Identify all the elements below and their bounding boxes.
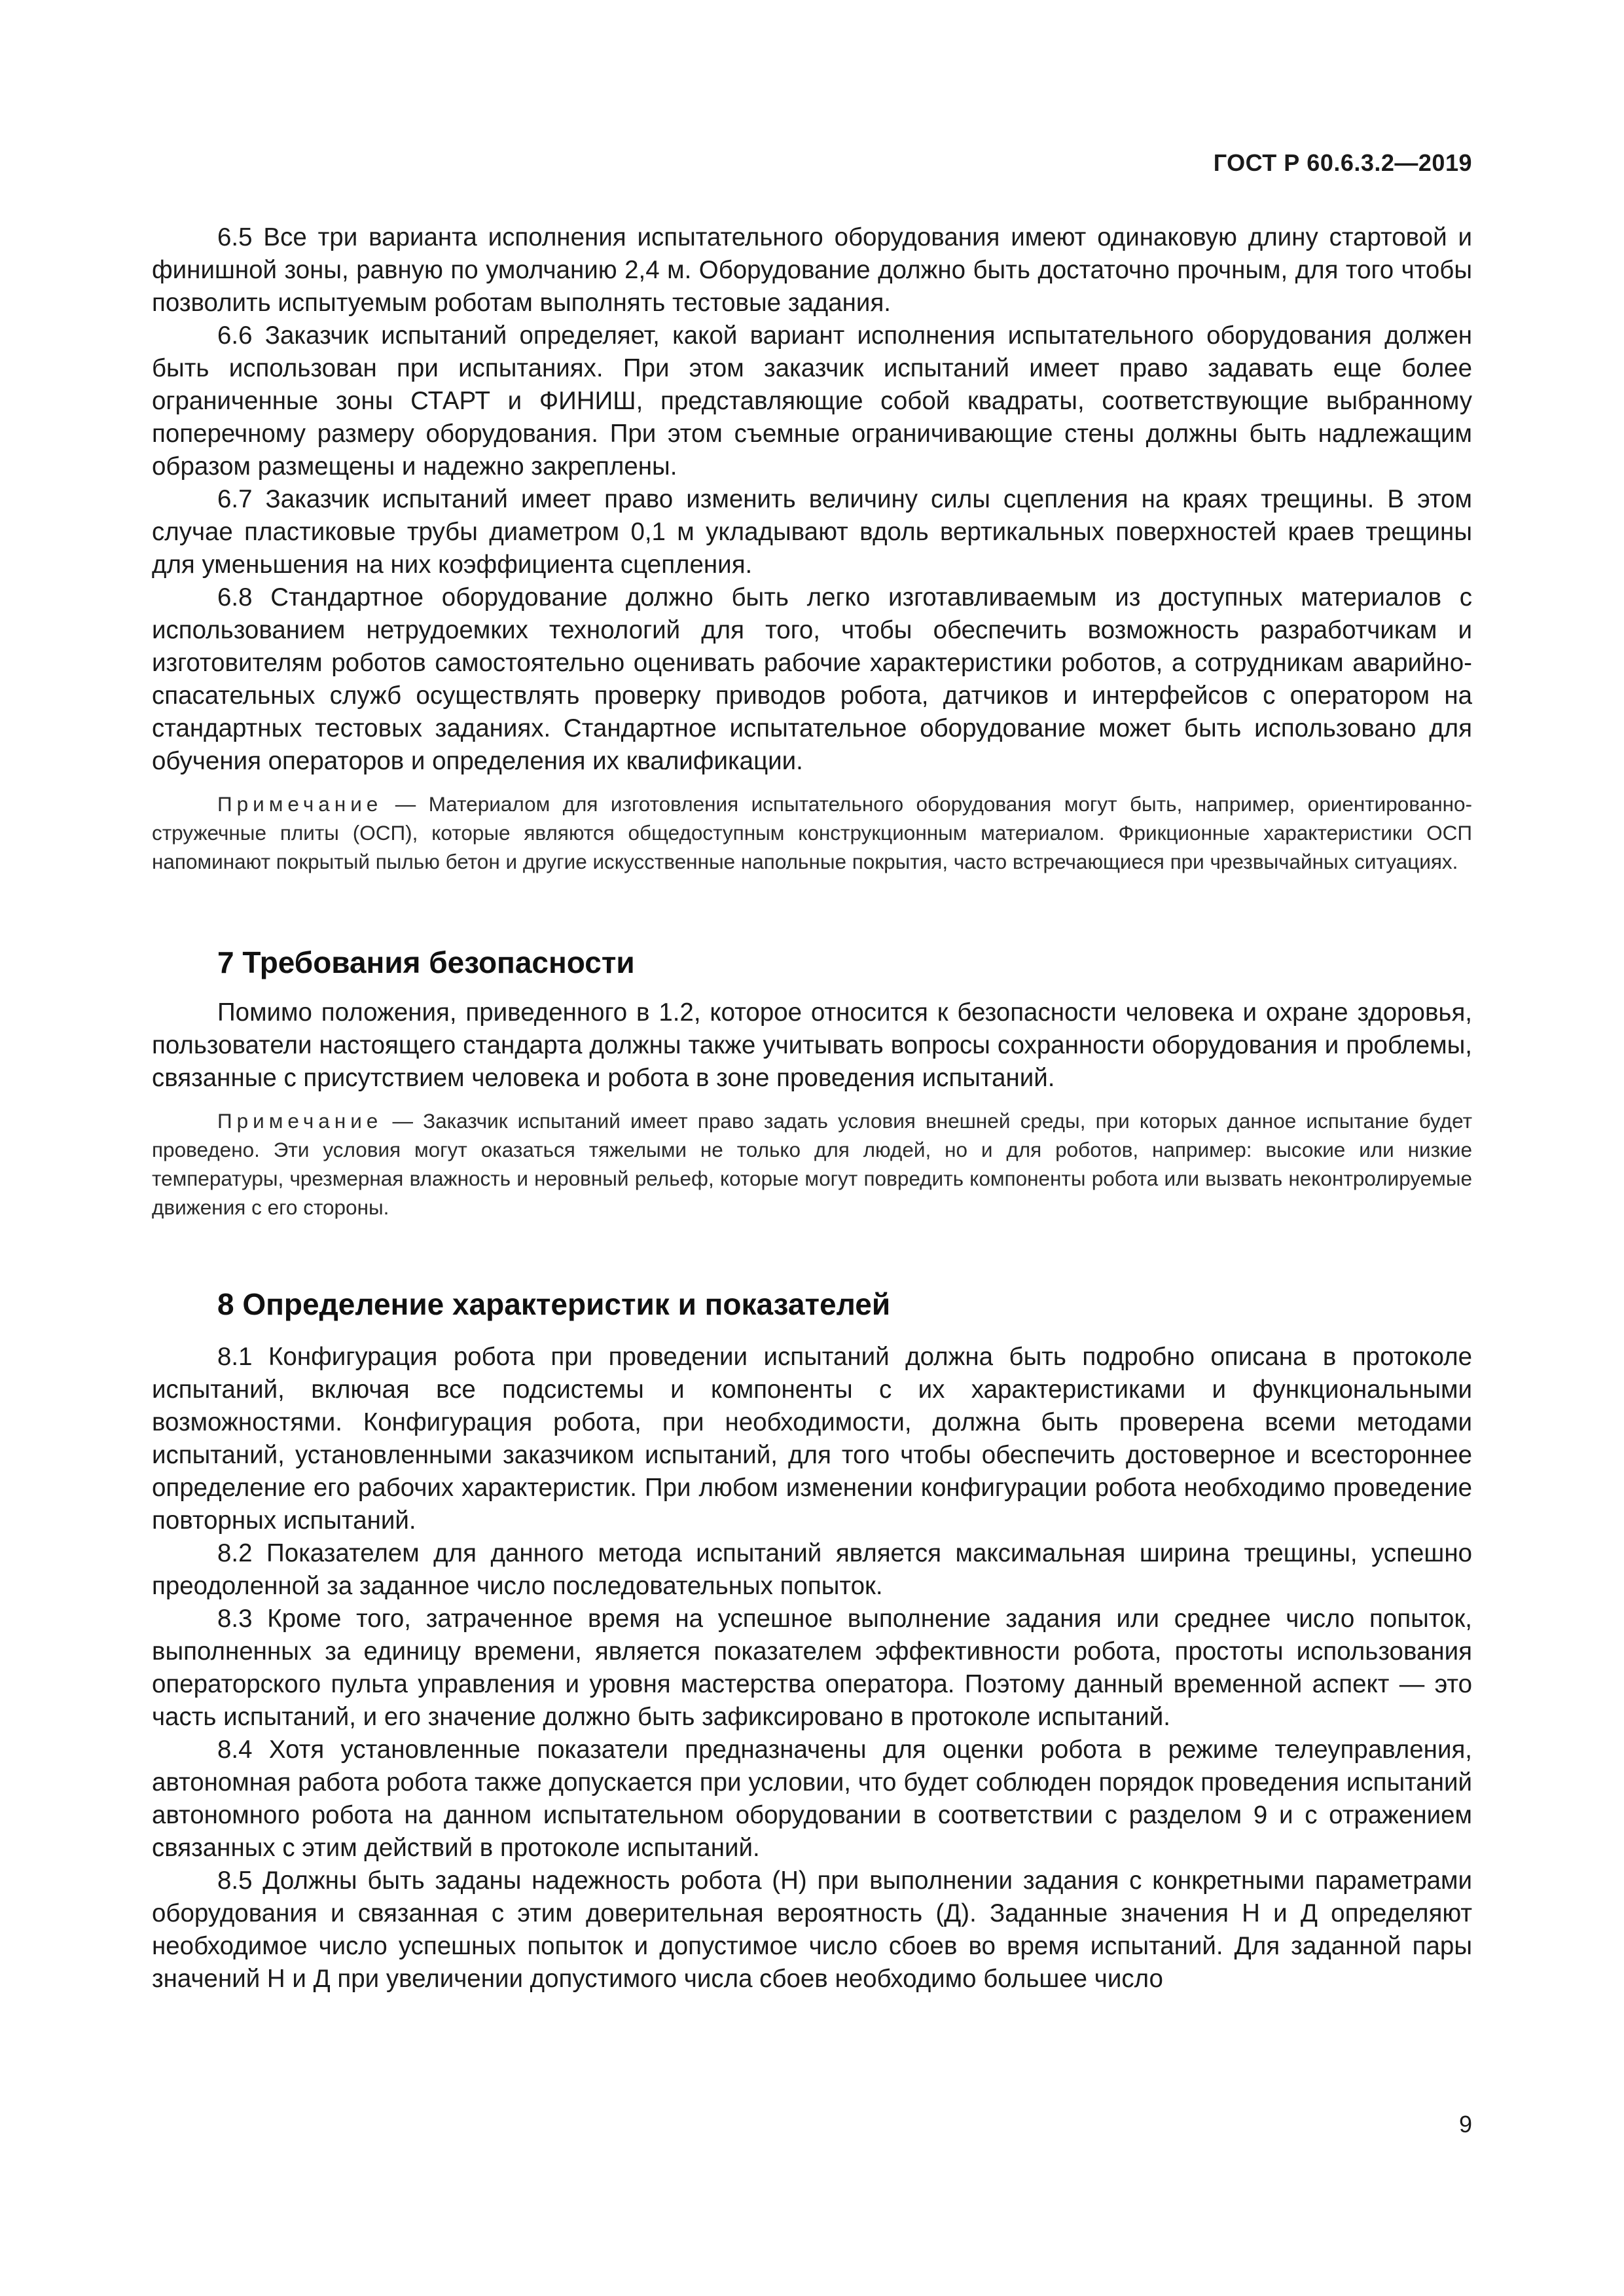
page-content (152, 221, 1472, 1995)
paragraph-6-7: 6.7 Заказчик испытаний имеет право изменить величину силы сцепления на краях трещины. В этом случае пластиковые трубы диаметром 0,1 м укладывают вдоль вертикальных поверхностей краев трещины для уменьшения на них коэффициента сцепления. (152, 485, 1472, 579)
paragraph-8-4: 8.4 Хотя установленные показатели предназначены для оценки робота в режиме телеуправления, автономная работа робота также допускается при условии, что будет соблюден порядок проведения испытаний автономного робота на данном испытательном оборудовании в соответствии с разделом 9 и с отражением связанных с этим действий в протоколе испытаний. (152, 1736, 1472, 1862)
paragraph-8-3: 8.3 Кроме того, затраченное время на успешное выполнение задания или среднее число попыток, выполненных за единицу времени, является показателем эффективности робота, простоты использования операторского пульта управления и уровня мастерства оператора. Поэтому данный временной аспект — это часть испытаний, и его значение должно быть зафиксировано в протоколе испытаний. (152, 1605, 1472, 1731)
paragraph-7-1: Помимо положения, приведенного в 1.2, которое относится к безопасности человека и охране здоровья, пользователи настоящего стандарта должны также учитывать вопросы сохранности оборудования и проблемы, связанные с присутствием человека и робота в зоне проведения испытаний. (152, 998, 1472, 1092)
paragraph-6-6: 6.6 Заказчик испытаний определяет, какой вариант исполнения испытательного оборудования должен быть использован при испытаниях. При этом заказчик испытаний имеет право задавать еще более ограниченные зоны СТАРТ и ФИНИШ, представляющие собой квадраты, соответствующие выбранному поперечному размеру оборудования. При этом съемные ограничивающие стены должны быть надлежащим образом размещены и надежно закреплены. (152, 321, 1472, 481)
note-text: — Материалом для изготовления испытательного оборудования могут быть, например, ориентированно-стружечные плиты (ОСП), которые являются общедоступным конструкционным материалом. Фрикционные характеристики ОСП напоминают покрытый пылью бетон и другие искусственные напольные покрытия, часто встречающиеся при чрезвычайных ситуациях. (152, 792, 1472, 873)
paragraph-8-1: 8.1 Конфигурация робота при проведении испытаний должна быть подробно описана в протоколе испытаний, включая все подсистемы и компоненты с их характеристиками и функциональными возможностями. Конфигурация робота, при необходимости, должна быть проверена всеми методами испытаний, установленными заказчиком испытаний, для того чтобы обеспечить достоверное и всестороннее определение его рабочих характеристик. При любом изменении конфигурации робота необходимо проведение повторных испытаний. (152, 1343, 1472, 1535)
note-text: — Заказчик испытаний имеет право задать условия внешней среды, при которых данное испытание будет проведено. Эти условия могут оказаться тяжелыми не только для людей, но и для роботов, например: высокие или низкие температуры, чрезмерная влажность и неровный рельеф, которые могут повредить компоненты робота или вызвать неконтролируемые движения с его стороны. (152, 1109, 1472, 1219)
paragraph-8-2: 8.2 Показателем для данного метода испытаний является максимальная ширина трещины, успешно преодоленной за заданное число последовательных попыток. (152, 1539, 1472, 1600)
page-number: 9 (1458, 2111, 1472, 2138)
note-section-7 (152, 1106, 1472, 1222)
paragraph-6-5: 6.5 Все три варианта исполнения испытательного оборудования имеют одинаковую длину стартовой и финишной зоны, равную по умолчанию 2,4 м. Оборудование должно быть достаточно прочным, для того чтобы позволить испытуемым роботам выполнять тестовые задания. (152, 223, 1472, 317)
section-7-heading: 7 Требования безопасности (217, 945, 635, 979)
note-label: Примечание (217, 792, 383, 816)
paragraph-6-8: 6.8 Стандартное оборудование должно быть легко изготавливаемым из доступных материалов с использованием нетрудоемких технологий для того, чтобы обеспечить возможность разработчикам и изготовителям роботов самостоятельно оценивать рабочие характеристики роботов, а сотрудникам аварийно-спасательных служб осуществлять проверку приводов робота, датчиков и интерфейсов с оператором на стандартных тестовых заданиях. Стандартное испытательное оборудование может быть использовано для обучения операторов и определения их квалификации. (152, 583, 1472, 775)
note-label: Примечание (217, 1109, 383, 1133)
note-section-6 (152, 790, 1472, 876)
section-8-heading: 8 Определение характеристик и показателей (217, 1287, 891, 1321)
document-code-header: ГОСТ Р 60.6.3.2—2019 (1213, 149, 1472, 176)
paragraph-8-5: 8.5 Должны быть заданы надежность робота (Н) при выполнении задания с конкретными параметрами оборудования и связанная с этим доверительная вероятность (Д). Заданные значения Н и Д определяют необходимое число успешных попыток и допустимое число сбоев во время испытаний. Для заданной пары значений Н и Д при увеличении допустимого числа сбоев необходимо большее число (152, 1867, 1472, 1993)
